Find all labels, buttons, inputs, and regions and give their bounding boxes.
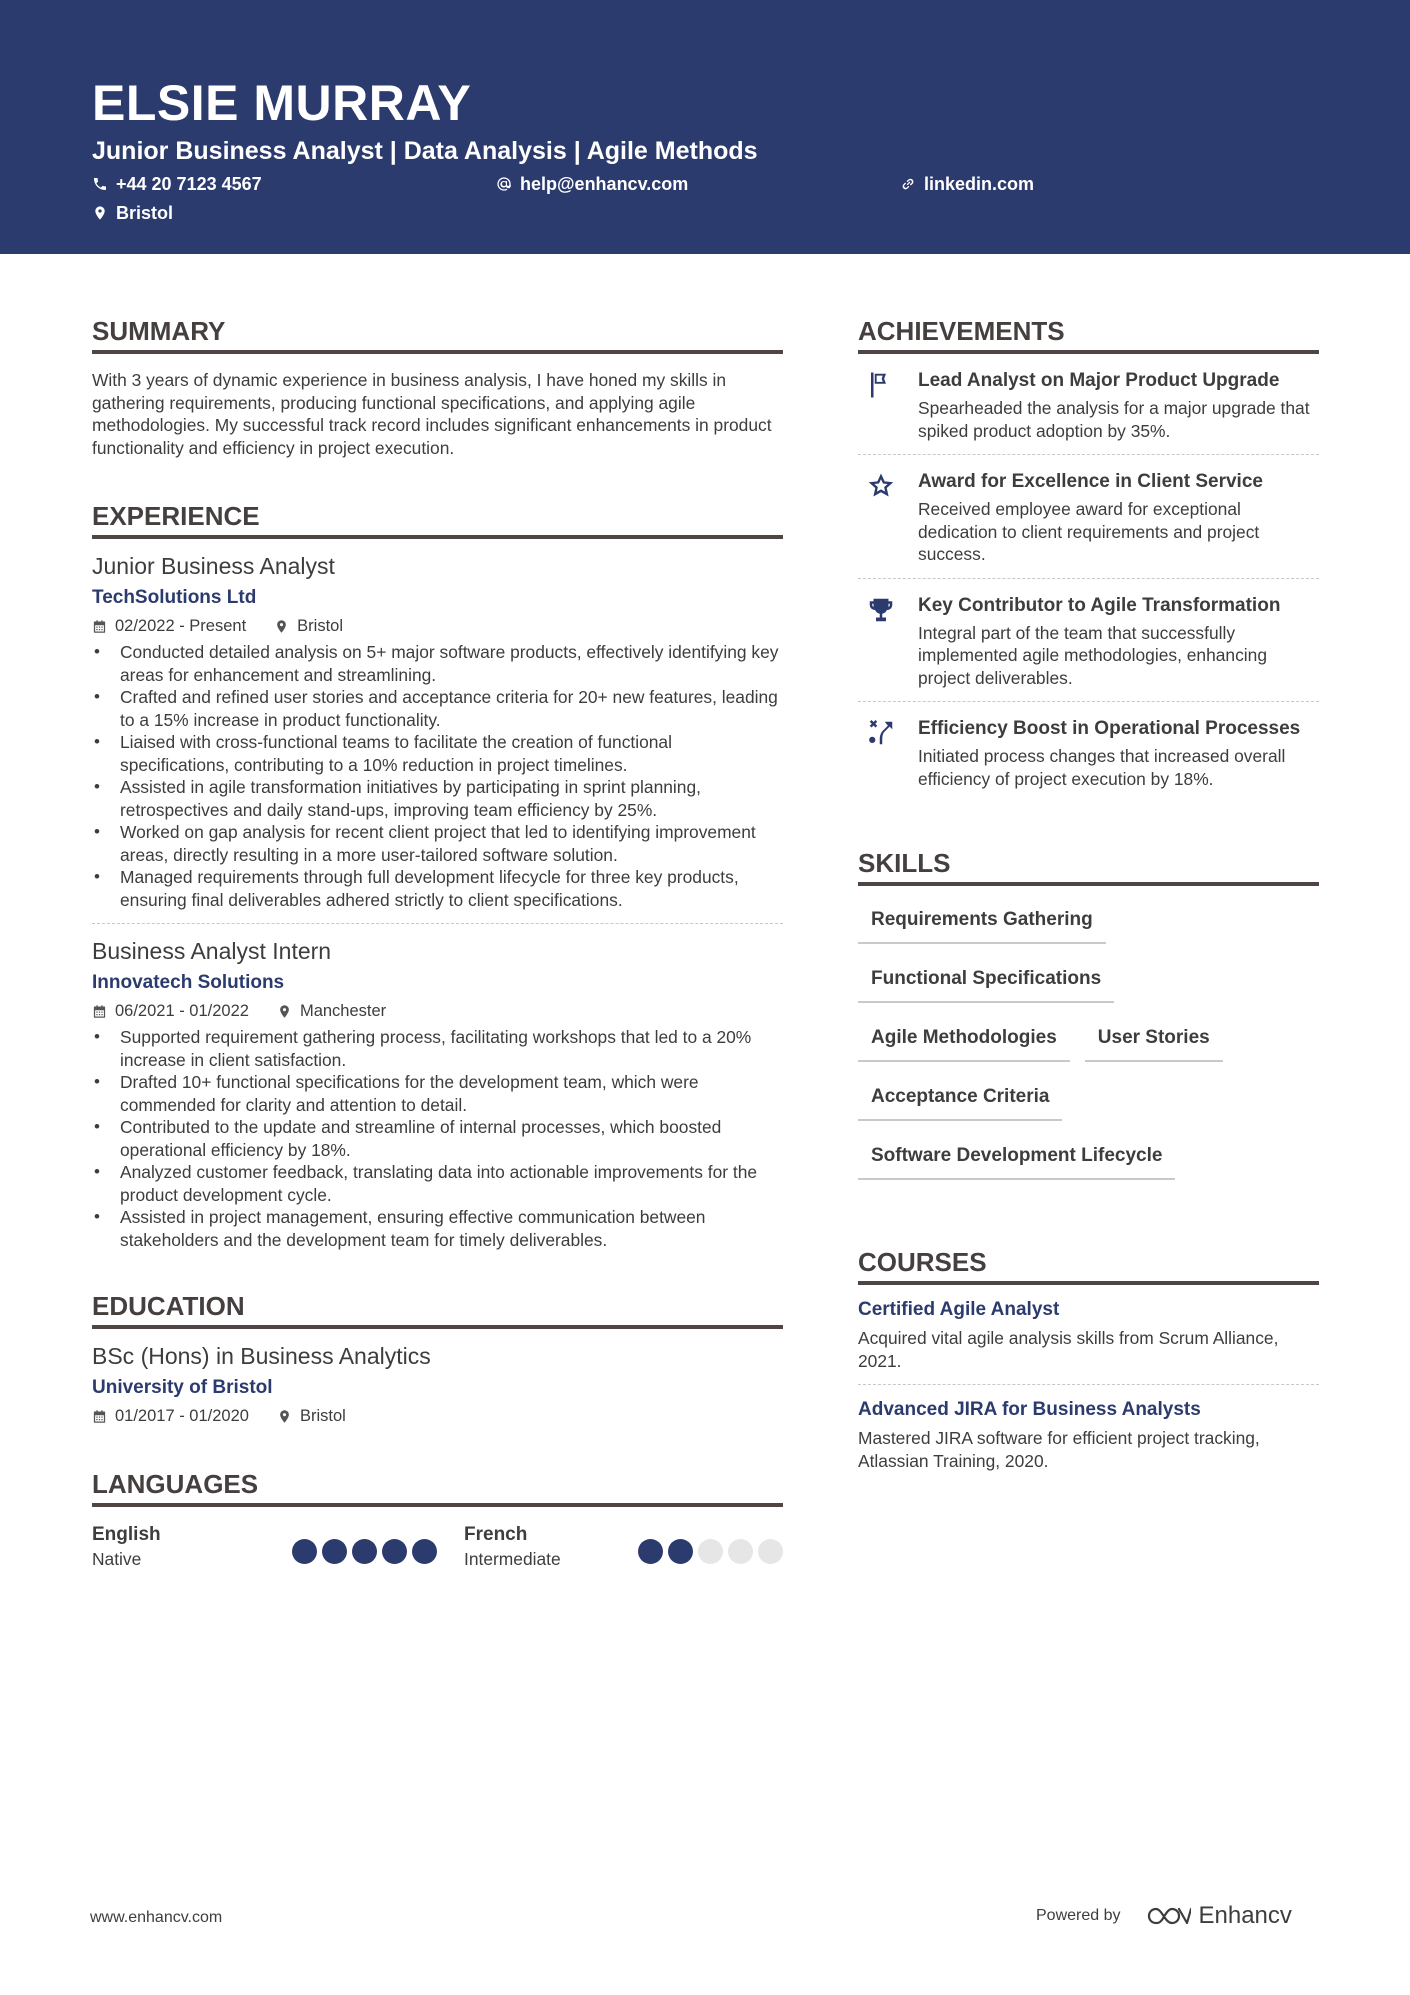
job-dates: 02/2022 - Present — [115, 617, 247, 636]
bullet-item: • Liaised with cross-functional teams to facilitate the creation of functional specifications, contributing to a 10% reduction in project timelines. — [92, 731, 783, 776]
strategy-icon — [866, 718, 896, 748]
bullet-item: • Assisted in project management, ensuring effective communication between stakeholders and the development team for timely deliverables. — [92, 1206, 783, 1251]
skill-tag: Functional Specifications — [858, 959, 1114, 1003]
bullet-item: • Contributed to the update and streamline of internal processes, which boosted operational efficiency by 18%. — [92, 1116, 783, 1161]
bullet-item: • Analyzed customer feedback, translating data into actionable improvements for the product development cycle. — [92, 1161, 783, 1206]
course-desc: Mastered JIRA software for efficient project tracking, Atlassian Training, 2020. — [858, 1428, 1260, 1471]
contact-linkedin[interactable] — [900, 172, 1034, 196]
bullet-item: • Worked on gap analysis for recent client project that led to identifying improvement areas, directly resulting in a more user-tailored software solution. — [92, 821, 783, 866]
flag-icon — [866, 370, 896, 400]
location-pin-icon — [274, 619, 289, 634]
course-item — [858, 1384, 1319, 1484]
link-icon — [900, 176, 916, 192]
rating-dot-filled — [382, 1539, 407, 1564]
achievement-item — [858, 354, 1319, 454]
phone-icon — [92, 176, 108, 192]
skills-list — [858, 900, 1319, 1195]
section-title-achievements: ACHIEVEMENTS — [858, 314, 1319, 354]
right-column — [858, 314, 1319, 1524]
skill-tag: Acceptance Criteria — [858, 1077, 1062, 1121]
education-meta — [92, 1405, 783, 1427]
bullet-item: • Conducted detailed analysis on 5+ major software products, effectively identifying key areas for enhancement and streamlining. — [92, 641, 783, 686]
section-title-experience: EXPERIENCE — [92, 499, 783, 539]
rating-dot-empty — [728, 1539, 753, 1564]
skill-tag: Requirements Gathering — [858, 900, 1106, 944]
email-text: help@enhancv.com — [520, 174, 689, 194]
at-icon — [496, 176, 512, 192]
skill-tag: Software Development Lifecycle — [858, 1136, 1175, 1180]
languages-row — [92, 1523, 783, 1571]
language-name: French — [464, 1524, 528, 1546]
degree-title: BSc (Hons) in Business Analytics — [92, 1343, 431, 1370]
job-title: Business Analyst Intern — [92, 938, 332, 965]
rating-dot-filled — [668, 1539, 693, 1564]
enhancv-logo-icon — [1145, 1903, 1191, 1929]
section-title-skills: SKILLS — [858, 846, 1319, 886]
job-meta — [92, 615, 783, 637]
job-bullets — [92, 1026, 783, 1251]
brand-name: Enhancv — [1198, 1902, 1292, 1929]
achievement-item — [858, 454, 1319, 578]
language-level: Native — [92, 1549, 142, 1570]
job-location: Manchester — [299, 1002, 387, 1021]
job-location: Bristol — [297, 617, 344, 636]
education-dates: 01/2017 - 01/2020 — [115, 1407, 249, 1426]
candidate-tagline: Junior Business Analyst | Data Analysis | Agile Methods — [92, 137, 758, 165]
linkedin-text: linkedin.com — [924, 174, 1035, 194]
location-pin-icon — [92, 205, 108, 221]
skills-section — [858, 846, 1319, 1195]
achievement-item — [858, 578, 1319, 702]
company-name: Innovatech Solutions — [92, 972, 285, 994]
rating-dot-empty — [698, 1539, 723, 1564]
bullet-item: • Crafted and refined user stories and acceptance criteria for 20+ new features, leading to a 15% increase in product functionality. — [92, 686, 783, 731]
achievement-desc: Integral part of the team that successfully implemented agile methodologies, enhancing project deliverables. — [918, 622, 1268, 688]
rating-dot-filled — [638, 1539, 663, 1564]
contact-location — [92, 201, 173, 225]
divider — [92, 923, 783, 924]
languages-section — [92, 1467, 783, 1571]
course-item — [858, 1285, 1319, 1384]
skill-tag: Agile Methodologies — [858, 1018, 1070, 1062]
candidate-name: ELSIE MURRAY — [92, 75, 472, 131]
trophy-icon — [866, 595, 896, 625]
bullet-item: • Managed requirements through full development lifecycle for three key products, ensuring final deliverables adhered strictly to client specifications. — [92, 866, 783, 911]
course-title: Advanced JIRA for Business Analysts — [858, 1399, 1201, 1420]
footer-branding — [1036, 1902, 1292, 1930]
rating-dot-filled — [322, 1539, 347, 1564]
calendar-icon — [92, 619, 107, 634]
courses-section — [858, 1245, 1319, 1484]
bullet-item: • Supported requirement gathering process, facilitating workshops that led to a 20% increase in client satisfaction. — [92, 1026, 783, 1071]
rating-dot-filled — [352, 1539, 377, 1564]
language-item — [464, 1523, 783, 1571]
course-desc: Acquired vital agile analysis skills from Scrum Alliance, 2021. — [858, 1328, 1279, 1371]
star-icon — [866, 471, 896, 501]
section-title-summary: SUMMARY — [92, 314, 783, 354]
section-title-courses: COURSES — [858, 1245, 1319, 1285]
job-dates: 06/2021 - 01/2022 — [115, 1002, 249, 1021]
job-title: Junior Business Analyst — [92, 553, 335, 580]
section-title-education: EDUCATION — [92, 1289, 783, 1329]
language-level: Intermediate — [464, 1549, 561, 1570]
achievement-desc: Spearheaded the analysis for a major upgrade that spiked product adoption by 35%. — [918, 398, 1310, 441]
enhancv-logo[interactable] — [1145, 1902, 1292, 1930]
job-bullets — [92, 641, 783, 911]
job-meta — [92, 1000, 783, 1022]
left-column — [92, 314, 783, 1611]
experience-section — [92, 499, 783, 1251]
summary-text: With 3 years of dynamic experience in business analysis, I have honed my skills in gathering requirements, producing functional specifications, and applying agile methodologies. My successful track record includes significant enhancements in product functionality and efficiency in project execution. — [92, 370, 772, 458]
rating-dot-empty — [758, 1539, 783, 1564]
contact-email[interactable] — [496, 172, 688, 196]
achievement-title: Efficiency Boost in Operational Processes — [918, 718, 1301, 739]
language-rating — [287, 1531, 437, 1571]
powered-by-text: Powered by — [1036, 1907, 1121, 1924]
skill-tag: User Stories — [1085, 1018, 1223, 1062]
education-section — [92, 1289, 783, 1427]
achievements-section — [858, 314, 1319, 802]
location-text: Bristol — [116, 203, 174, 223]
company-name: TechSolutions Ltd — [92, 587, 257, 609]
phone-text: +44 20 7123 4567 — [116, 174, 262, 194]
summary-section — [92, 314, 783, 459]
language-item — [92, 1523, 437, 1571]
contact-phone — [92, 172, 262, 196]
course-title: Certified Agile Analyst — [858, 1299, 1060, 1320]
achievement-title: Award for Excellence in Client Service — [918, 471, 1263, 492]
location-pin-icon — [277, 1409, 292, 1424]
calendar-icon — [92, 1409, 107, 1424]
rating-dot-filled — [292, 1539, 317, 1564]
achievement-title: Lead Analyst on Major Product Upgrade — [918, 370, 1280, 391]
language-name: English — [92, 1524, 161, 1546]
location-pin-icon — [277, 1004, 292, 1019]
bullet-item: • Drafted 10+ functional specifications for the development team, which were commended for clarity and attention to detail. — [92, 1071, 783, 1116]
footer-website[interactable]: www.enhancv.com — [90, 1909, 223, 1926]
bullet-item: • Assisted in agile transformation initiatives by participating in sprint planning, retrospectives and daily stand-ups, improving team efficiency by 25%. — [92, 776, 783, 821]
calendar-icon — [92, 1004, 107, 1019]
job-entry — [92, 936, 783, 1251]
section-title-languages: LANGUAGES — [92, 1467, 783, 1507]
education-location: Bristol — [299, 1407, 346, 1426]
achievement-item — [858, 701, 1319, 802]
resume-header — [0, 0, 1410, 254]
achievement-desc: Initiated process changes that increased overall efficiency of project execution by 18%. — [918, 746, 1286, 789]
school-name: University of Bristol — [92, 1377, 273, 1399]
job-entry — [92, 551, 783, 911]
achievement-desc: Received employee award for exceptional dedication to client requirements and project success. — [918, 499, 1260, 564]
rating-dot-filled — [412, 1539, 437, 1564]
language-rating — [633, 1531, 783, 1571]
achievement-title: Key Contributor to Agile Transformation — [918, 594, 1281, 616]
